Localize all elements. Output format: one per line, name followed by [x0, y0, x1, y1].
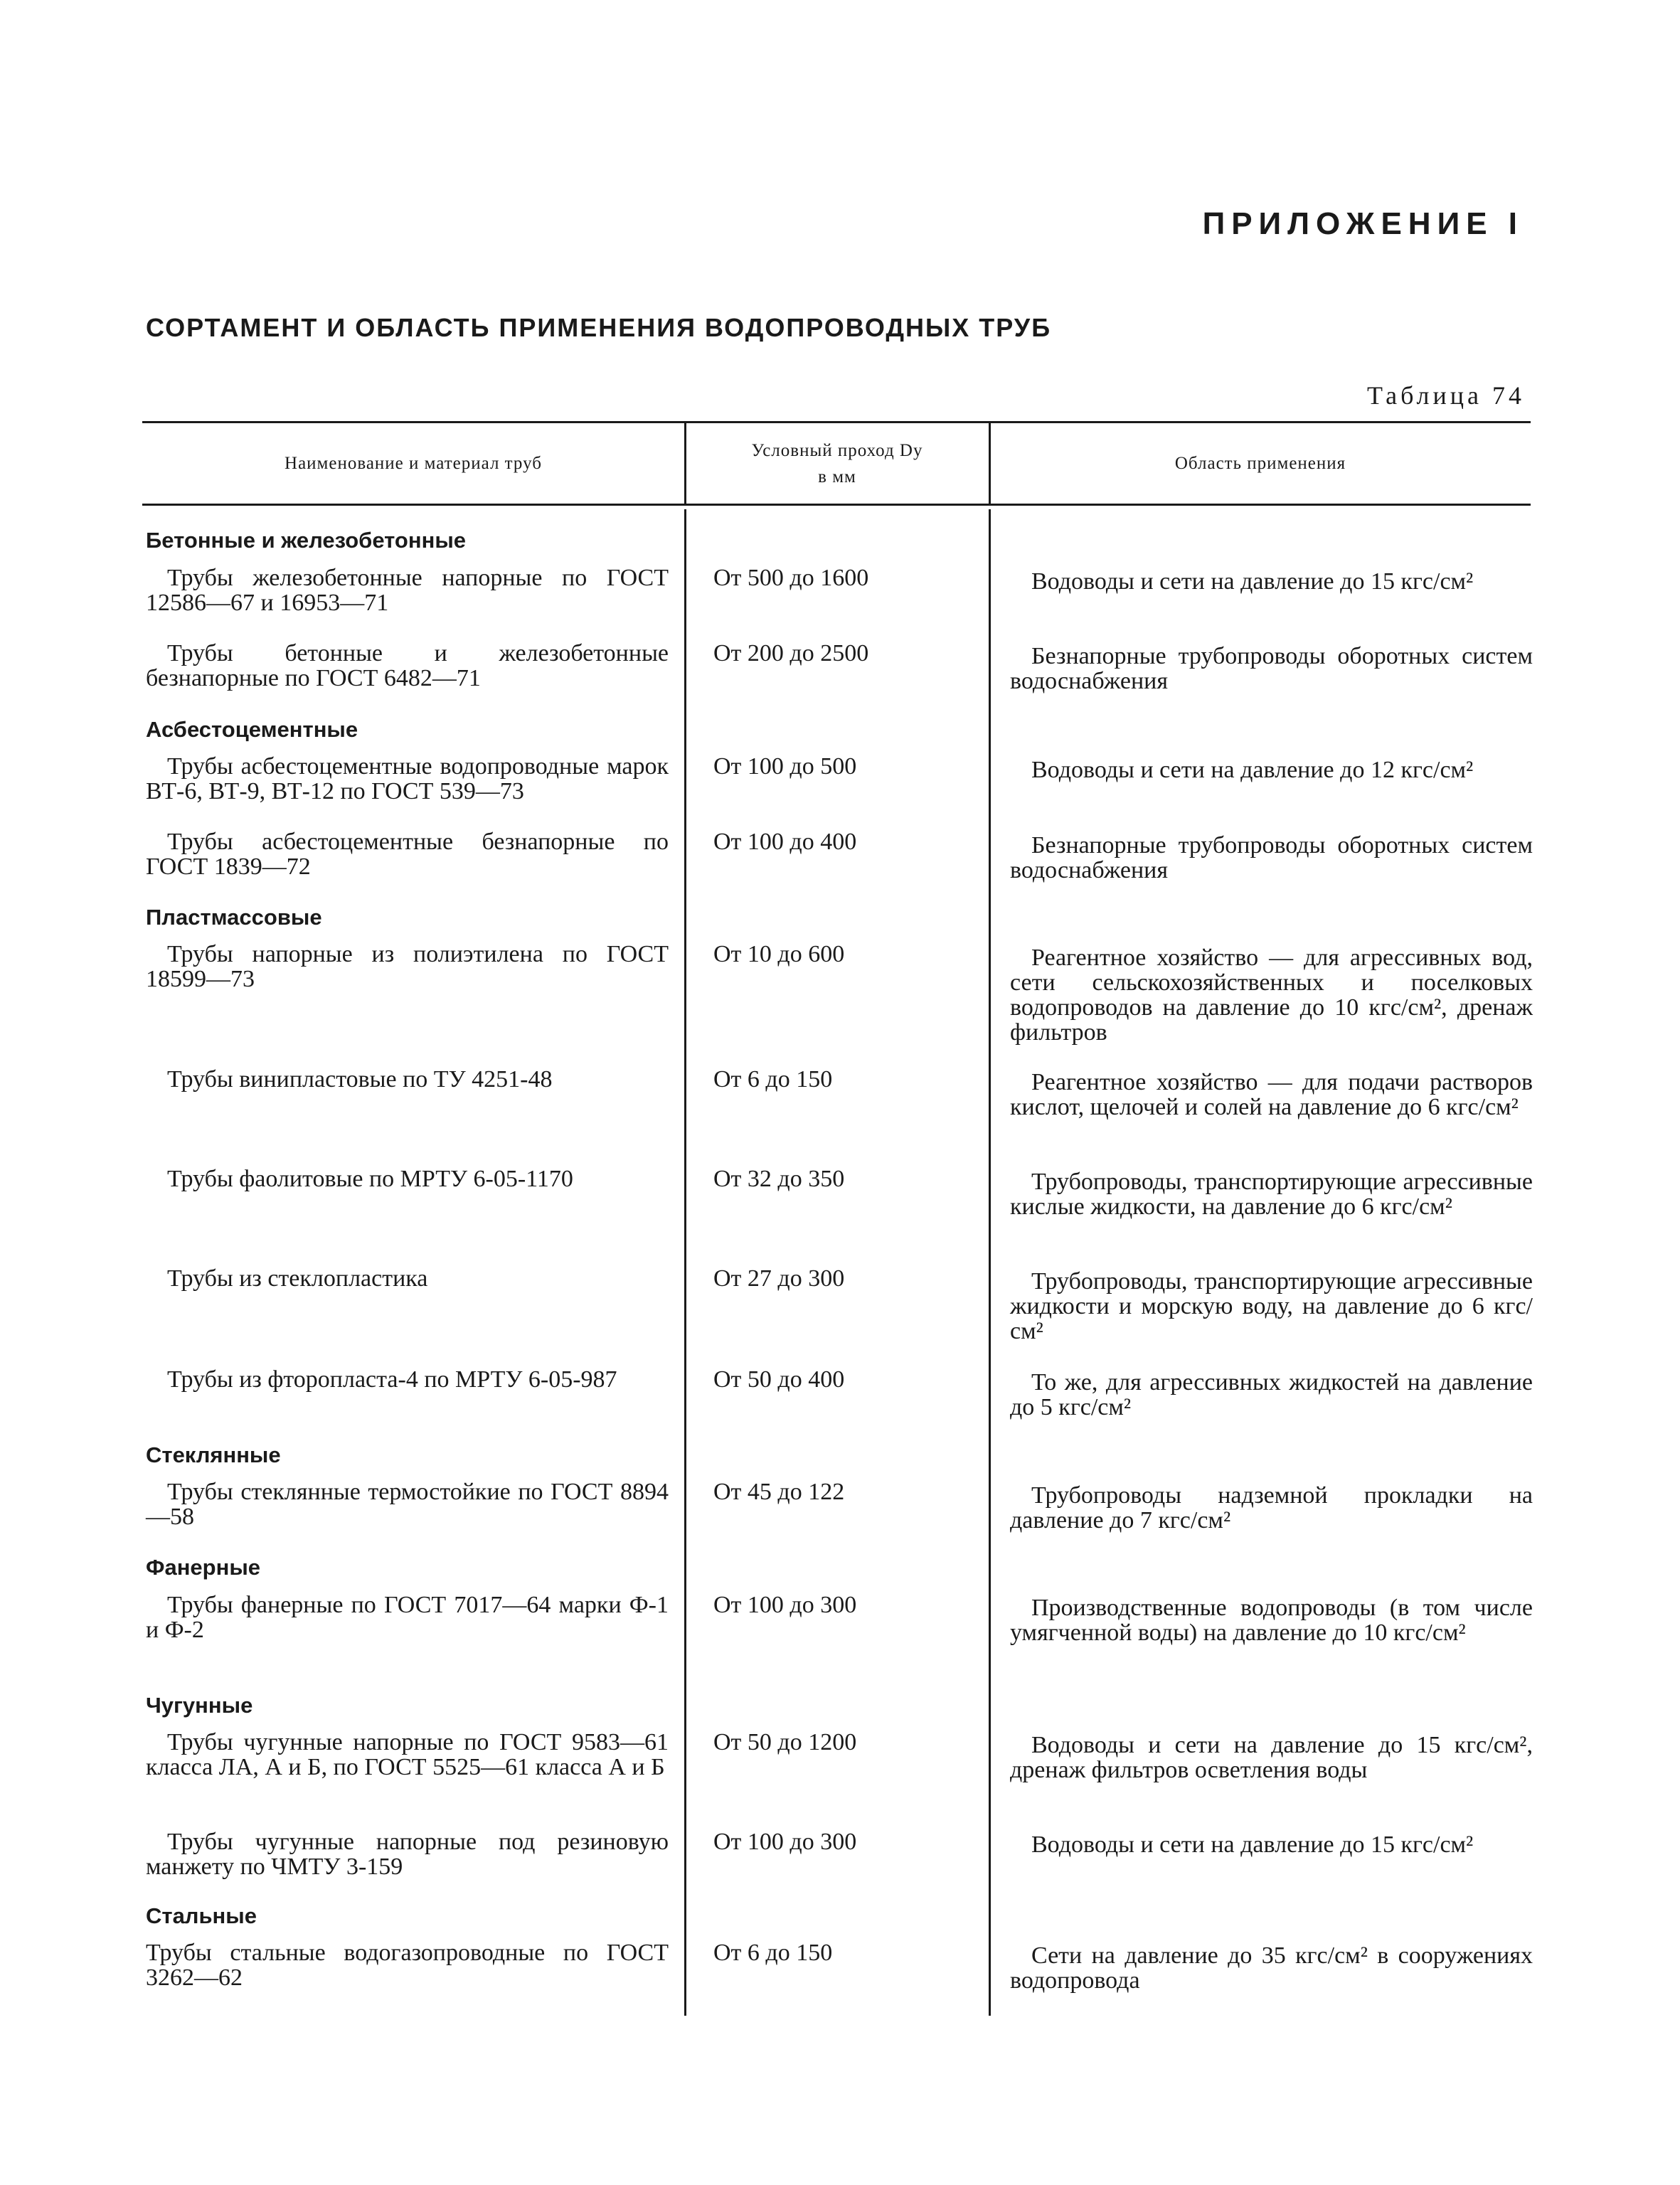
- row-size: От 45 до 122: [713, 1479, 845, 1505]
- column-divider: [989, 423, 991, 504]
- row-application: Водоводы и сети на давление до 15 кгс/см²: [1031, 1832, 1474, 1858]
- section-asbestos: Асбестоцементные: [146, 717, 358, 742]
- section-glass: Стеклянные: [146, 1442, 281, 1467]
- table-header-rule: [142, 504, 1531, 506]
- row-name: Трубы стальные водогазопроводные по ГОСТ 3262—62: [146, 1940, 669, 1991]
- section-concrete: Бетонные и железобетонные: [146, 528, 467, 553]
- row-size: От 6 до 150: [713, 1066, 833, 1092]
- row-application: Водоводы и сети на давление до 15 кгс/см²: [1031, 568, 1474, 595]
- table-top-rule: [142, 421, 1531, 423]
- section-plywood: Фанерные: [146, 1555, 261, 1580]
- column-divider: [989, 509, 991, 2016]
- document-title: СОРТАМЕНТ И ОБЛАСТЬ ПРИМЕНЕНИЯ ВОДОПРОВОДНЫХ ТРУБ: [146, 313, 1052, 342]
- column-divider: [684, 423, 686, 504]
- table-label: Таблица 74: [1367, 381, 1525, 410]
- row-name: Трубы фаолитовые по МРТУ 6-05-1170: [167, 1166, 573, 1192]
- row-application: Безнапорные трубопроводы оборотных систем водоснабжения: [1010, 643, 1533, 694]
- row-application: Водоводы и сети на давление до 15 кгс/см², дренаж фильтров осветления воды: [1010, 1732, 1533, 1783]
- row-size: От 100 до 500: [713, 753, 857, 780]
- row-size: От 100 до 300: [713, 1592, 857, 1618]
- row-name: Трубы фанерные по ГОСТ 7017—64 марки Ф-1 и Ф-2: [146, 1592, 669, 1643]
- row-size: От 500 до 1600: [713, 565, 869, 591]
- row-name: Трубы винипластовые по ТУ 4251-48: [167, 1066, 553, 1092]
- row-application: Реагентное хозяйство — для агрессивных вод, сети сельскохозяйственных и поселковых водопроводов на давление до 10 кгс/см², дренаж фильтров: [1010, 945, 1533, 1046]
- row-size: От 27 до 300: [713, 1265, 845, 1292]
- header-size: Условный проход Dу в мм: [751, 441, 923, 487]
- row-application: Трубопроводы, транспортирующие агрессивные кислые жидкости, на давление до 6 кгс/см²: [1010, 1169, 1533, 1220]
- row-name: Трубы асбестоцементные водопроводные марок ВТ-6, ВТ-9, ВТ-12 по ГОСТ 539—73: [146, 753, 669, 804]
- row-name: Трубы асбестоцементные безнапорные по ГОСТ 1839—72: [146, 829, 669, 880]
- row-name: Трубы стеклянные термостойкие по ГОСТ 8894—58: [146, 1479, 669, 1530]
- header-application: Область применения: [1174, 454, 1346, 474]
- row-application: Безнапорные трубопроводы оборотных систем водоснабжения: [1010, 832, 1533, 883]
- section-plastic: Пластмассовые: [146, 905, 322, 930]
- row-application: Трубопроводы, транспортирующие агрессивные жидкости и морскую воду, на давление до 6 кгс/см²: [1010, 1268, 1533, 1344]
- row-size: От 6 до 150: [713, 1940, 833, 1966]
- row-size: От 50 до 1200: [713, 1729, 857, 1755]
- row-size: От 10 до 600: [713, 941, 845, 967]
- row-size: От 100 до 400: [713, 829, 857, 855]
- row-size: От 32 до 350: [713, 1166, 845, 1192]
- row-application: Производственные водопроводы (в том числе умягченной воды) на давление до 10 кгс/см²: [1010, 1595, 1533, 1646]
- appendix-label: ПРИЛОЖЕНИЕ I: [1202, 206, 1524, 241]
- row-application: Водоводы и сети на давление до 12 кгс/см²: [1031, 757, 1474, 783]
- row-application: То же, для агрессивных жидкостей на давление до 5 кгс/см²: [1010, 1369, 1533, 1420]
- row-application: Трубопроводы надземной прокладки на давление до 7 кгс/см²: [1010, 1482, 1533, 1533]
- row-size: От 200 до 2500: [713, 640, 869, 666]
- header-name: Наименование и материал труб: [285, 454, 542, 474]
- row-name: Трубы напорные из полиэтилена по ГОСТ 18599—73: [146, 941, 669, 992]
- row-name: Трубы из фторопласта-4 по МРТУ 6-05-987: [167, 1366, 617, 1393]
- row-size: От 100 до 300: [713, 1829, 857, 1855]
- section-cast-iron: Чугунные: [146, 1693, 253, 1718]
- row-application: Сети на давление до 35 кгс/см² в сооружениях водопровода: [1010, 1942, 1533, 1994]
- row-name: Трубы чугунные напорные по ГОСТ 9583—61 класса ЛА, А и Б, по ГОСТ 5525—61 класса А и Б: [146, 1729, 669, 1780]
- row-application: Реагентное хозяйство — для подачи растворов кислот, щелочей и солей на давление до 6 кгс/см²: [1010, 1069, 1533, 1120]
- column-divider: [684, 509, 686, 2016]
- section-steel: Стальные: [146, 1903, 257, 1928]
- row-name: Трубы чугунные напорные под резиновую манжету по ЧМТУ 3-159: [146, 1829, 669, 1880]
- row-name: Трубы бетонные и железобетонные безнапорные по ГОСТ 6482—71: [146, 640, 669, 691]
- row-name: Трубы из стеклопластика: [167, 1265, 428, 1292]
- row-name: Трубы железобетонные напорные по ГОСТ 12586—67 и 16953—71: [146, 565, 669, 616]
- row-size: От 50 до 400: [713, 1366, 845, 1393]
